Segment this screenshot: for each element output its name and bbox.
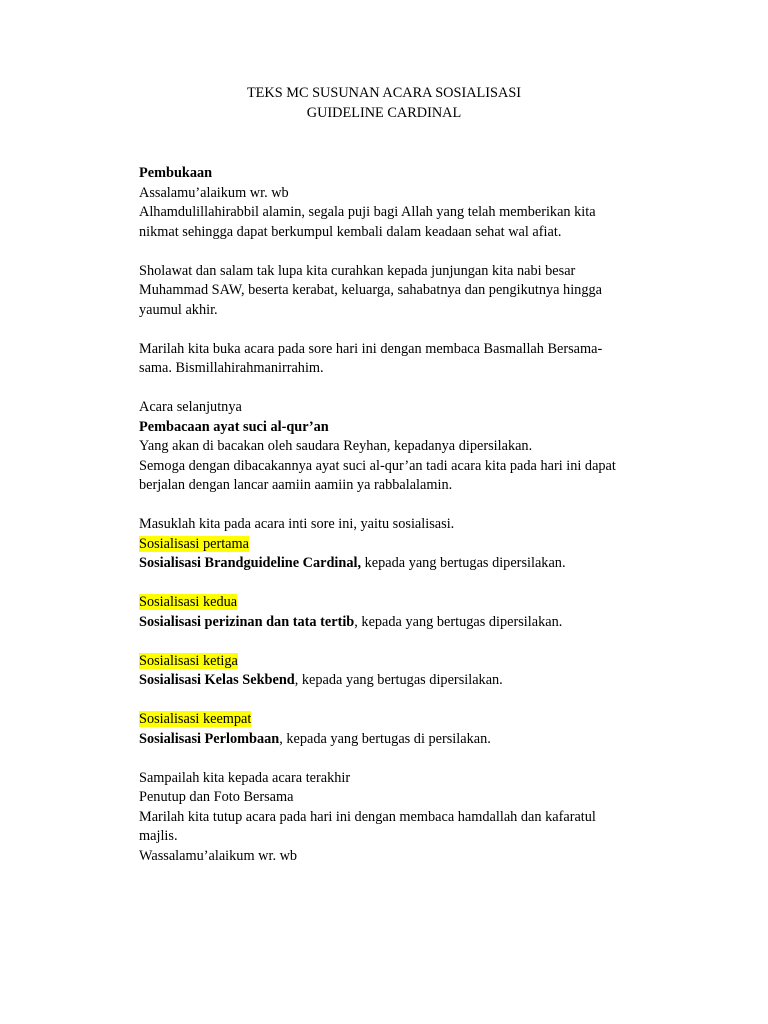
main-session-section (139, 515, 668, 749)
closing-section (139, 769, 668, 867)
quran-next: Acara selanjutnya (139, 399, 242, 415)
quran-line-1: Yang akan di bacakan oleh saudara Reyhan, kepadanya dipersilakan. (139, 438, 533, 454)
closing-line-5: Wassalamu’alaikum wr. wb (139, 847, 298, 864)
opening-greeting: Assalamu’alaikum wr. wb (139, 184, 289, 201)
quran-heading: Pembacaan ayat suci al-qur’an (139, 418, 329, 435)
title-line-2: GUIDELINE CARDINAL (306, 104, 462, 121)
title-line-1: TEKS MC SUSUNAN ACARA SOSIALISASI (246, 85, 522, 101)
basmallah-line-2: sama. Bismillahirahmanirrahim. (139, 360, 324, 376)
document-title (100, 84, 668, 123)
opening-line-1: Alhamdulillahirabbil alamin, segala puji bagi Allah yang telah memberikan kita (139, 204, 596, 220)
opening-heading: Pembukaan (139, 165, 213, 181)
basmallah-line-1: Marilah kita buka acara pada sore hari ini dengan membaca Basmallah Bersama- (139, 340, 603, 357)
quran-line-3: berjalan dengan lancar aamiin aamiin ya rabbalalamin. (139, 477, 453, 493)
session-4-text: Sosialisasi Perlombaan, kepada yang bertugas di persilakan. (139, 730, 491, 747)
session-1-label: Sosialisasi pertama (139, 535, 249, 552)
closing-line-1: Sampailah kita kepada acara terakhir (139, 769, 351, 786)
session-2-label: Sosialisasi kedua (139, 594, 238, 610)
opening-line-2: nikmat sehingga dapat berkumpul kembali dalam keadaan sehat wal afiat. (139, 223, 562, 240)
closing-line-2: Penutup dan Foto Bersama (139, 789, 294, 805)
quran-line-2: Semoga dengan dibacakannya ayat suci al-qur’an tadi acara kita pada hari ini dapat (139, 457, 616, 474)
opening-section (139, 164, 668, 242)
main-intro: Masuklah kita pada acara inti sore ini, yaitu sosialisasi. (139, 516, 455, 532)
basmallah-paragraph (139, 340, 668, 379)
session-4-label: Sosialisasi keempat (139, 711, 252, 727)
closing-line-3: Marilah kita tutup acara pada hari ini dengan membaca hamdallah dan kafaratul (139, 808, 596, 825)
sholawat-paragraph (139, 262, 668, 321)
sholawat-line-2: Muhammad SAW, beserta kerabat, keluarga, sahabatnya dan pengikutnya hingga (139, 282, 602, 298)
session-3-text: Sosialisasi Kelas Sekbend, kepada yang bertugas dipersilakan. (139, 672, 503, 688)
session-2-text: Sosialisasi perizinan dan tata tertib, kepada yang bertugas dipersilakan. (139, 613, 563, 630)
session-3-label: Sosialisasi ketiga (139, 652, 238, 669)
closing-line-4: majlis. (139, 828, 178, 844)
session-1-text: Sosialisasi Brandguideline Cardinal, kepada yang bertugas dipersilakan. (139, 555, 566, 571)
sholawat-line-3: yaumul akhir. (139, 301, 218, 318)
quran-section (139, 398, 668, 496)
sholawat-line-1: Sholawat dan salam tak lupa kita curahkan kepada junjungan kita nabi besar (139, 262, 576, 279)
